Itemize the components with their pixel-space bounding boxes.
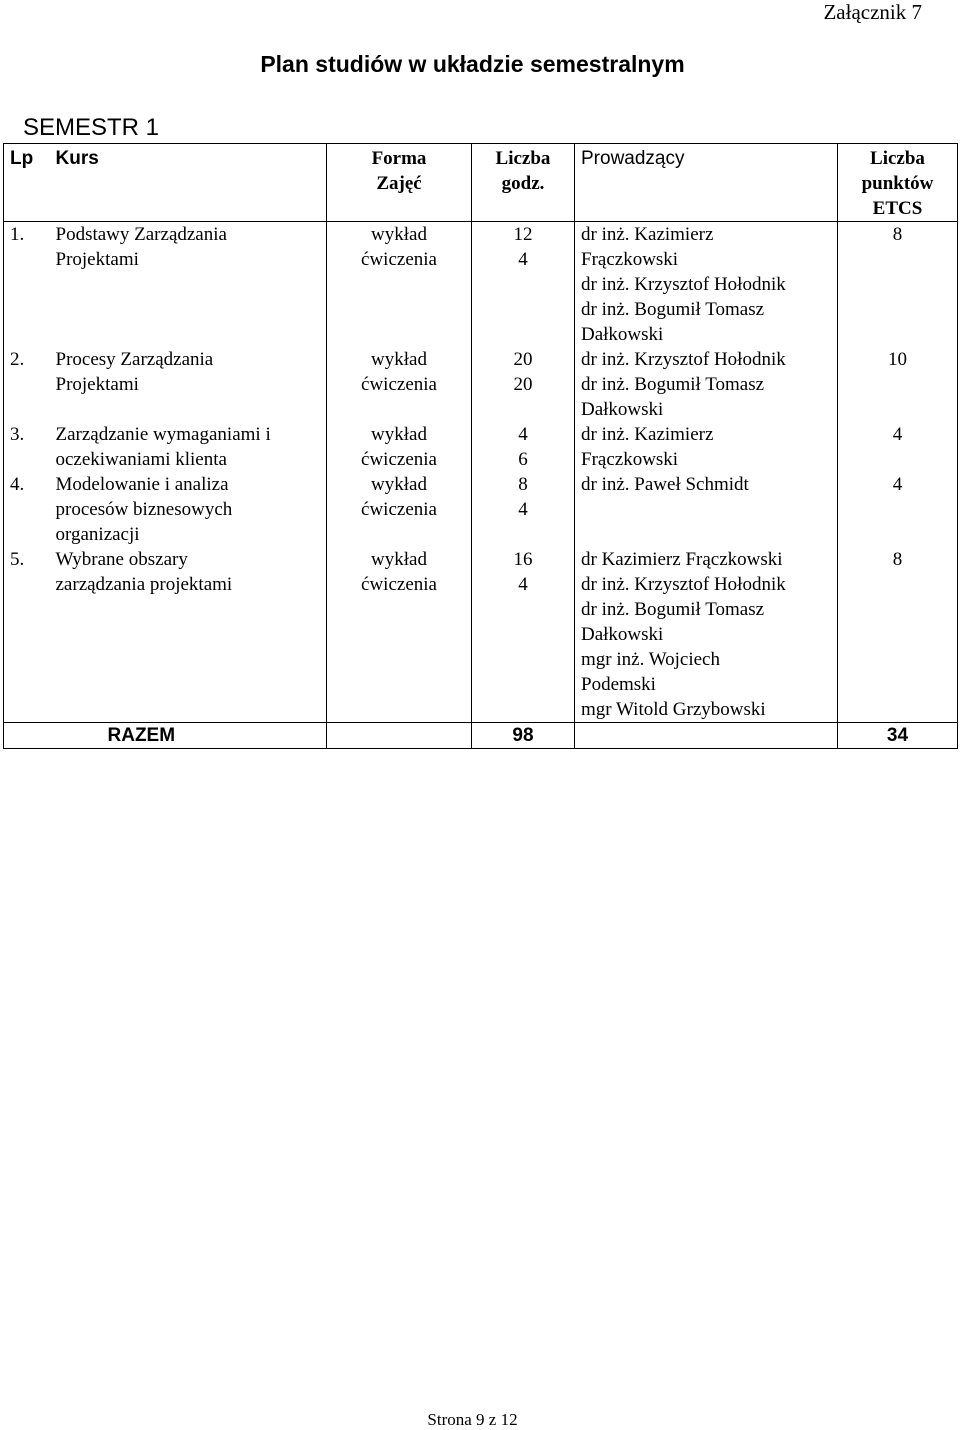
table-row xyxy=(4,347,958,422)
class-form-line: wykład xyxy=(371,549,427,570)
ects-points: 4 xyxy=(838,472,958,547)
page-footer: Strona 9 z 12 xyxy=(427,1410,518,1429)
teachers xyxy=(575,547,838,723)
course-name xyxy=(50,222,327,348)
teacher-line: dr inż. Krzysztof Hołodnik xyxy=(581,574,786,595)
hours-value: 4 xyxy=(518,249,528,270)
table-header-row xyxy=(4,144,958,222)
class-form-line: ćwiczenia xyxy=(361,574,437,595)
hours-value: 20 xyxy=(513,349,533,370)
course-name xyxy=(50,547,327,723)
teacher-line: dr inż. Kazimierz xyxy=(581,424,714,445)
hours-value: 6 xyxy=(518,449,528,470)
total-lp-cell xyxy=(4,723,50,749)
teacher-line: mgr inż. Wojciech xyxy=(581,649,720,670)
total-hours: 98 xyxy=(472,723,575,749)
class-form xyxy=(327,422,472,472)
class-form-line: ćwiczenia xyxy=(361,499,437,520)
class-form xyxy=(327,347,472,422)
class-form-line: ćwiczenia xyxy=(361,374,437,395)
course-name xyxy=(50,422,327,472)
teacher-line: Podemski xyxy=(581,674,656,695)
course-name-line: zarządzania projektami xyxy=(55,574,233,595)
teacher-line: dr inż. Krzysztof Hołodnik xyxy=(581,274,786,295)
course-name-line: organizacji xyxy=(55,524,140,545)
course-name-line: procesów biznesowych xyxy=(55,499,233,520)
course-name-line: Projektami xyxy=(55,374,139,395)
teacher-line: Dałkowski xyxy=(581,399,664,420)
class-form-line: ćwiczenia xyxy=(361,449,437,470)
hours xyxy=(472,222,575,348)
total-form-cell xyxy=(327,723,472,749)
ects-points: 8 xyxy=(838,547,958,723)
hours-value: 12 xyxy=(513,224,533,245)
teachers xyxy=(575,347,838,422)
teacher-line: dr inż. Bogumił Tomasz xyxy=(581,299,765,320)
total-row xyxy=(4,723,958,749)
header-hours-line-1: Liczba xyxy=(495,148,551,169)
class-form-line: wykład xyxy=(371,474,427,495)
class-form xyxy=(327,472,472,547)
teacher-line: dr inż. Kazimierz xyxy=(581,224,714,245)
header-hours xyxy=(472,144,575,222)
teachers xyxy=(575,472,838,547)
class-form-line: wykład xyxy=(371,349,427,370)
header-ects-line-1: Liczba xyxy=(870,148,925,169)
teacher-line: dr inż. Bogumił Tomasz xyxy=(581,374,765,395)
hours-value: 16 xyxy=(513,549,533,570)
row-number: 1. xyxy=(4,222,50,348)
teachers xyxy=(575,222,838,348)
course-name-line: Wybrane obszary xyxy=(55,549,188,570)
header-teacher: Prowadzący xyxy=(575,144,838,222)
attachment-label: Załącznik 7 xyxy=(823,0,922,24)
teacher-line: dr Kazimierz Frączkowski xyxy=(581,549,783,570)
table-body xyxy=(4,222,958,723)
course-name-line: oczekiwaniami klienta xyxy=(55,449,227,470)
row-number: 3. xyxy=(4,422,50,472)
table-row xyxy=(4,547,958,723)
class-form-line: ćwiczenia xyxy=(361,249,437,270)
ects-points: 10 xyxy=(838,347,958,422)
hours xyxy=(472,472,575,547)
header-form xyxy=(327,144,472,222)
ects-points: 8 xyxy=(838,222,958,348)
teacher-line: Dałkowski xyxy=(581,324,664,345)
table-row xyxy=(4,222,958,348)
teacher-line: Frączkowski xyxy=(581,249,679,270)
hours-value: 4 xyxy=(518,424,528,445)
teachers xyxy=(575,422,838,472)
semester-heading: SEMESTR 1 xyxy=(23,114,160,141)
course-name-line: Projektami xyxy=(55,249,139,270)
course-name xyxy=(50,472,327,547)
hours xyxy=(472,547,575,723)
row-number: 2. xyxy=(4,347,50,422)
teacher-line: Frączkowski xyxy=(581,449,679,470)
table-row xyxy=(4,472,958,547)
header-lp: Lp xyxy=(4,144,50,222)
class-form xyxy=(327,222,472,348)
teacher-line: dr inż. Bogumił Tomasz xyxy=(581,599,765,620)
class-form xyxy=(327,547,472,723)
total-teacher-cell xyxy=(575,723,838,749)
hours xyxy=(472,422,575,472)
hours-value: 4 xyxy=(518,499,528,520)
course-name-line: Zarządzanie wymaganiami i xyxy=(55,424,271,445)
row-number: 5. xyxy=(4,547,50,723)
hours-value: 4 xyxy=(518,574,528,595)
course-name-line: Procesy Zarządzania xyxy=(55,349,214,370)
teacher-line: mgr Witold Grzybowski xyxy=(581,699,766,720)
page-title: Plan studiów w układzie semestralnym xyxy=(260,51,685,77)
total-label: RAZEM xyxy=(50,723,327,749)
header-ects-line-3: ETCS xyxy=(872,198,923,219)
row-number: 4. xyxy=(4,472,50,547)
total-ects: 34 xyxy=(838,723,958,749)
hours xyxy=(472,347,575,422)
course-name-line: Podstawy Zarządzania xyxy=(55,224,227,245)
teacher-line: dr inż. Krzysztof Hołodnik xyxy=(581,349,786,370)
header-ects xyxy=(838,144,958,222)
hours-value: 20 xyxy=(513,374,533,395)
header-form-line-2: Zajęć xyxy=(376,173,422,194)
table-row xyxy=(4,422,958,472)
course-name-line: Modelowanie i analiza xyxy=(55,474,229,495)
hours-value: 8 xyxy=(518,474,528,495)
class-form-line: wykład xyxy=(371,424,427,445)
study-plan-table xyxy=(3,143,958,749)
header-ects-line-2: punktów xyxy=(861,173,934,194)
course-name xyxy=(50,347,327,422)
class-form-line: wykład xyxy=(371,224,427,245)
header-hours-line-2: godz. xyxy=(501,173,545,194)
ects-points: 4 xyxy=(838,422,958,472)
header-form-line-1: Forma xyxy=(371,148,427,169)
teacher-line: dr inż. Paweł Schmidt xyxy=(581,474,749,495)
teacher-line: Dałkowski xyxy=(581,624,664,645)
header-course: Kurs xyxy=(50,144,327,222)
